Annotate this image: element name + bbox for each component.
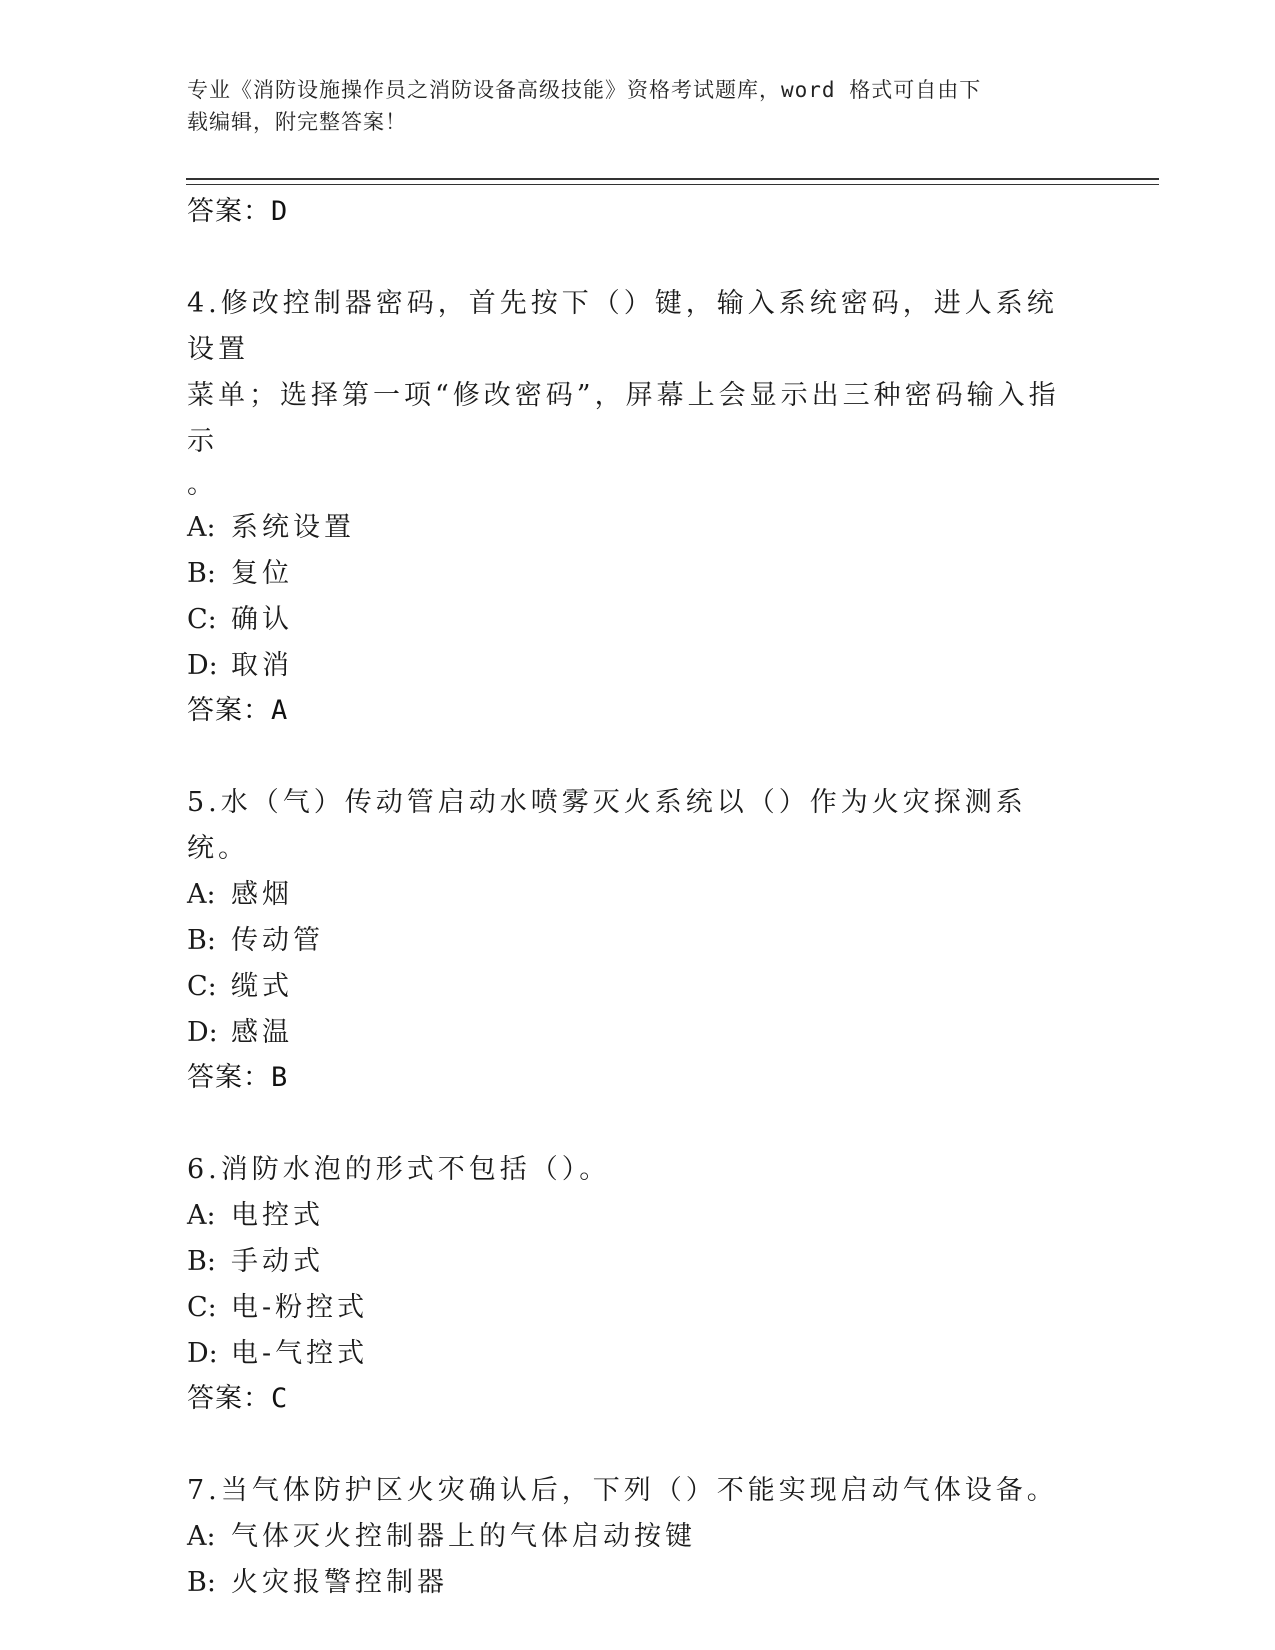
answer-line (187, 1056, 1087, 1100)
answer-line (187, 1377, 1087, 1421)
option-b (187, 551, 1087, 597)
option-b (187, 1560, 1087, 1606)
option-letter: B: (187, 1246, 216, 1277)
question-6 (187, 1147, 1087, 1421)
question-4 (187, 281, 1087, 733)
option-text: 确认 (231, 604, 293, 635)
option-text: 火灾报警控制器 (231, 1567, 448, 1598)
option-text: 电-粉控式 (231, 1292, 369, 1323)
option-text: 感温 (231, 1017, 293, 1048)
option-letter: D: (187, 650, 218, 681)
option-a (187, 505, 1087, 551)
option-text: 气体灭火控制器上的气体启动按键 (231, 1521, 696, 1552)
option-a (187, 1193, 1087, 1239)
option-letter: A: (187, 1200, 216, 1231)
option-text: 手动式 (231, 1246, 324, 1277)
question-stem: 菜单；选择第一项“修改密码”，屏幕上会显示出三种密码输入指示 (187, 380, 1060, 457)
answer-label: 答案： (187, 1062, 271, 1093)
spacer (187, 1421, 1087, 1468)
option-a (187, 1514, 1087, 1560)
option-text: 电控式 (231, 1200, 324, 1231)
option-text: 缆式 (231, 971, 293, 1002)
option-letter: C: (187, 604, 217, 635)
option-letter: B: (187, 1567, 216, 1598)
question-7 (187, 1468, 1087, 1606)
answer-value: C (271, 1383, 289, 1414)
option-letter: A: (187, 1521, 216, 1552)
question-stem: 7.当气体防护区火灾确认后，下列（）不能实现启动气体设备。 (187, 1475, 1058, 1506)
option-text: 系统设置 (231, 512, 355, 543)
option-c (187, 964, 1087, 1010)
header-rule-thin (186, 184, 1159, 185)
answer-value: A (271, 695, 289, 726)
option-b (187, 1239, 1087, 1285)
question-stem: 。 (187, 469, 218, 500)
spacer (187, 1100, 1087, 1147)
answer-label: 答案： (187, 1383, 271, 1414)
option-letter: B: (187, 925, 216, 956)
option-text: 复位 (231, 558, 293, 589)
option-letter: A: (187, 879, 216, 910)
header-rule-thick (186, 178, 1159, 180)
answer-line (187, 190, 1087, 234)
option-c (187, 1285, 1087, 1331)
option-d (187, 643, 1087, 689)
option-d (187, 1010, 1087, 1056)
question-5 (187, 780, 1087, 1100)
option-letter: D: (187, 1338, 218, 1369)
option-letter: C: (187, 1292, 217, 1323)
option-d (187, 1331, 1087, 1377)
answer-value: B (271, 1062, 289, 1093)
option-text: 传动管 (231, 925, 324, 956)
question-stem: 6.消防水泡的形式不包括（）。 (187, 1154, 611, 1185)
answer-label: 答案： (187, 196, 271, 227)
option-letter: B: (187, 558, 216, 589)
answer-value: D (271, 196, 289, 227)
option-c (187, 597, 1087, 643)
option-letter: A: (187, 512, 216, 543)
spacer (187, 733, 1087, 780)
header-line-1: 专业《消防设施操作员之消防设备高级技能》资格考试题库，word 格式可自由下 (187, 78, 982, 102)
option-letter: C: (187, 971, 217, 1002)
option-text: 感烟 (231, 879, 293, 910)
option-text: 取消 (231, 650, 293, 681)
question-stem: 4.修改控制器密码，首先按下（）键，输入系统密码，进人系统设置 (187, 288, 1058, 365)
option-text: 电-气控式 (231, 1338, 369, 1369)
answer-label: 答案： (187, 695, 271, 726)
option-b (187, 918, 1087, 964)
option-letter: D: (187, 1017, 218, 1048)
question-content (187, 190, 1087, 1606)
answer-line (187, 689, 1087, 733)
option-a (187, 872, 1087, 918)
question-stem: 5.水（气）传动管启动水喷雾灭火系统以（）作为火灾探测系统。 (187, 787, 1027, 864)
header-line-2: 载编辑，附完整答案！ (187, 110, 407, 134)
document-header (187, 74, 1067, 138)
